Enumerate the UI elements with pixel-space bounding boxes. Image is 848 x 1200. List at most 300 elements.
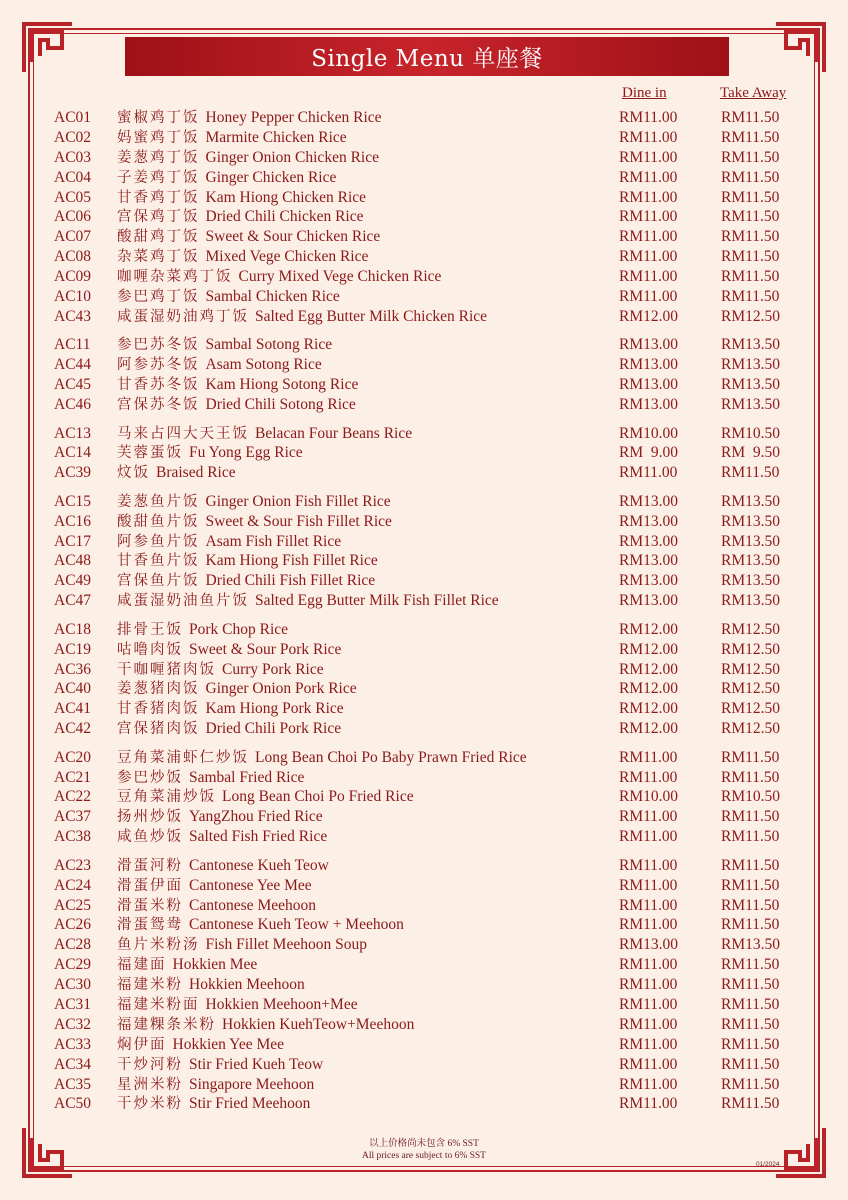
item-name	[117, 128, 347, 149]
item-name-zh: 芙蓉蛋饭	[117, 445, 183, 462]
item-code: AC37	[54, 808, 92, 826]
menu-item-row	[54, 532, 804, 552]
dine-in-price: RM12.00	[619, 620, 678, 638]
footer-note	[0, 1138, 848, 1162]
take-away-price: RM11.50	[721, 856, 780, 874]
item-name-zh: 干炒米粉	[117, 1096, 183, 1113]
item-code: AC21	[54, 768, 92, 786]
item-name-zh: 甘香鸡丁饭	[117, 189, 200, 206]
item-name-en: Honey Pepper Chicken Rice	[205, 109, 382, 126]
menu-item-row	[54, 443, 804, 463]
item-code: AC33	[54, 1035, 92, 1053]
dine-in-price: RM11.00	[619, 1095, 678, 1113]
item-code: AC08	[54, 248, 92, 266]
item-code: AC01	[54, 109, 92, 126]
item-code: AC39	[54, 464, 92, 482]
dine-in-price: RM11.00	[619, 995, 678, 1013]
item-name-en: Dried Chili Chicken Rice	[205, 208, 364, 226]
item-name	[117, 532, 341, 553]
item-name-en: Curry Pork Rice	[222, 660, 324, 678]
menu-item-row	[54, 679, 804, 699]
item-name	[117, 108, 382, 129]
menu-item-row	[54, 748, 804, 768]
dine-in-price: RM11.00	[619, 896, 678, 914]
item-name-zh: 酸甜鱼片饭	[117, 513, 200, 530]
dine-in-price: RM11.00	[619, 876, 678, 894]
item-name	[117, 463, 236, 484]
dine-in-price: RM11.00	[619, 248, 678, 266]
item-name-en: Sweet & Sour Chicken Rice	[205, 228, 381, 246]
item-name-zh: 排骨王饭	[117, 621, 183, 638]
item-name-zh: 咸蛋湿奶油鱼片饭	[117, 593, 249, 610]
item-name	[117, 719, 341, 740]
item-name-zh: 酸甜鸡丁饭	[117, 229, 200, 246]
item-code: AC13	[54, 424, 92, 442]
item-name-zh: 蜜椒鸡丁饭	[117, 110, 200, 126]
dine-in-price: RM11.00	[619, 768, 678, 786]
menu-item-row	[54, 591, 804, 611]
item-name-en: Dried Chili Sotong Rice	[205, 396, 356, 414]
item-name	[117, 1075, 314, 1096]
item-name	[117, 247, 368, 268]
take-away-price: RM13.50	[721, 572, 780, 590]
item-name-zh: 咖喱杂菜鸡丁饭	[117, 269, 233, 286]
dine-in-price: RM13.00	[619, 552, 678, 570]
dine-in-price: RM11.00	[619, 228, 678, 246]
dine-in-price: RM12.00	[619, 700, 678, 718]
take-away-price: RM12.50	[721, 680, 780, 698]
item-code: AC10	[54, 288, 92, 306]
item-name-zh: 福建粿条米粉	[117, 1016, 216, 1033]
item-name	[117, 1015, 414, 1036]
item-name	[117, 699, 344, 720]
item-name-zh: 咸鱼炒饭	[117, 829, 183, 846]
take-away-price: RM12.50	[721, 307, 780, 325]
dine-in-price: RM12.00	[619, 307, 678, 325]
item-name	[117, 443, 303, 464]
item-code: AC14	[54, 444, 92, 462]
item-name-en: Sambal Sotong Rice	[205, 336, 333, 354]
item-name	[117, 807, 323, 828]
item-code: AC06	[54, 208, 92, 226]
item-name-zh: 甘香苏冬饭	[117, 377, 200, 394]
item-name-en: Singapore Meehoon	[189, 1075, 315, 1093]
take-away-price: RM12.50	[721, 700, 780, 718]
item-name	[117, 551, 378, 572]
item-name-en: Pork Chop Rice	[189, 620, 289, 638]
item-name-en: Long Bean Choi Po Fried Rice	[222, 788, 414, 806]
dine-in-price: RM13.00	[619, 492, 678, 510]
item-name	[117, 571, 375, 592]
item-name	[117, 355, 322, 376]
menu-item-row	[54, 492, 804, 512]
take-away-price: RM11.50	[721, 1015, 780, 1033]
item-code: AC25	[54, 896, 92, 914]
item-name-en: Asam Fish Fillet Rice	[205, 532, 342, 550]
menu-group	[54, 856, 804, 1115]
item-code: AC03	[54, 148, 92, 166]
dine-in-price: RM13.00	[619, 592, 678, 610]
take-away-price: RM11.50	[721, 188, 780, 206]
item-name-zh: 马来占四大天王饭	[117, 425, 249, 442]
item-code: AC50	[54, 1095, 92, 1113]
item-name	[117, 679, 357, 700]
dine-in-price: RM11.00	[619, 1015, 678, 1033]
item-code: AC35	[54, 1075, 92, 1093]
menu-item-row	[54, 168, 804, 188]
item-code: AC42	[54, 720, 92, 738]
item-name-zh: 参巴苏冬饭	[117, 337, 200, 354]
item-name	[117, 591, 499, 612]
menu-item-row	[54, 1035, 804, 1055]
take-away-price: RM11.50	[721, 808, 780, 826]
item-name	[117, 935, 367, 956]
take-away-price: RM13.50	[721, 376, 780, 394]
item-code: AC44	[54, 356, 92, 374]
menu-item-row	[54, 719, 804, 739]
item-name-en: Sweet & Sour Pork Rice	[189, 640, 342, 658]
take-away-price: RM11.50	[721, 916, 780, 934]
dine-in-price: RM13.00	[619, 572, 678, 590]
menu-item-row	[54, 640, 804, 660]
menu-item-row	[54, 424, 804, 444]
take-away-price: RM13.50	[721, 592, 780, 610]
menu-item-row	[54, 827, 804, 847]
dine-in-price: RM11.00	[619, 168, 678, 186]
take-away-price: RM12.50	[721, 720, 780, 738]
item-name-en: Cantonese Meehoon	[189, 896, 316, 914]
item-code: AC43	[54, 307, 92, 325]
item-name-zh: 宫保鸡丁饭	[117, 209, 200, 226]
item-name-zh: 滑蛋鸳鸯	[117, 917, 183, 934]
corner-ornament-icon	[22, 22, 74, 74]
item-name-en: Sweet & Sour Fish Fillet Rice	[205, 512, 392, 530]
item-name-zh: 星洲米粉	[117, 1076, 183, 1093]
take-away-price: RM11.50	[721, 109, 780, 126]
menu-item-row	[54, 108, 804, 128]
item-code: AC38	[54, 828, 92, 846]
menu-item-row	[54, 551, 804, 571]
menu-item-row	[54, 227, 804, 247]
item-name-en: Salted Egg Butter Milk Fish Fillet Rice	[255, 592, 499, 610]
dine-in-price: RM11.00	[619, 128, 678, 146]
menu-item-row	[54, 463, 804, 483]
item-name	[117, 768, 304, 789]
item-name-en: Fu Yong Egg Rice	[189, 444, 303, 462]
item-name-en: Hokkien Mee	[172, 956, 258, 974]
item-name-zh: 杂菜鸡丁饭	[117, 249, 200, 266]
take-away-price: RM 9.50	[721, 444, 780, 462]
item-name-en: Hokkien Meehoon+Mee	[205, 995, 358, 1013]
menu-item-row	[54, 335, 804, 355]
item-code: AC36	[54, 660, 92, 678]
dine-in-price: RM11.00	[619, 288, 678, 306]
item-name-zh: 滑蛋河粉	[117, 857, 183, 874]
item-name-en: Dried Chili Fish Fillet Rice	[205, 572, 376, 590]
take-away-price: RM11.50	[721, 828, 780, 846]
dine-in-price: RM11.00	[619, 1075, 678, 1093]
item-name	[117, 188, 366, 209]
menu-item-row	[54, 148, 804, 168]
item-name-en: Marmite Chicken Rice	[205, 128, 347, 146]
menu-item-row	[54, 247, 804, 267]
dine-in-price: RM13.00	[619, 512, 678, 530]
item-code: AC34	[54, 1055, 92, 1073]
item-name-zh: 咸蛋湿奶油鸡丁饭	[117, 308, 249, 325]
take-away-price: RM12.50	[721, 660, 780, 678]
take-away-price: RM11.50	[721, 248, 780, 266]
menu-item-row	[54, 395, 804, 415]
take-away-price: RM11.50	[721, 464, 780, 482]
dine-in-price: RM13.00	[619, 396, 678, 414]
item-code: AC17	[54, 532, 92, 550]
item-name-zh: 鱼片米粉汤	[117, 937, 200, 954]
item-name-en: Stir Fried Meehoon	[189, 1095, 311, 1113]
item-name-zh: 宫保鱼片饭	[117, 573, 200, 590]
dine-in-price: RM12.00	[619, 680, 678, 698]
item-name	[117, 620, 288, 641]
item-name	[117, 995, 358, 1016]
item-code: AC47	[54, 592, 92, 610]
item-name-en: Salted Fish Fried Rice	[189, 828, 328, 846]
take-away-price: RM11.50	[721, 1095, 780, 1113]
item-code: AC15	[54, 492, 92, 510]
item-name-zh: 豆角菜浦炒饭	[117, 789, 216, 806]
item-name	[117, 267, 441, 288]
item-name	[117, 512, 392, 533]
item-name	[117, 424, 412, 445]
item-name-zh: 参巴鸡丁饭	[117, 289, 200, 306]
menu-list	[54, 108, 804, 1123]
item-name-en: Sambal Fried Rice	[189, 768, 305, 786]
item-name	[117, 335, 332, 356]
item-name-zh: 炆饭	[117, 465, 150, 482]
menu-item-row	[54, 1094, 804, 1114]
item-name-en: Kam Hiong Chicken Rice	[205, 188, 367, 206]
item-name-en: Hokkien Meehoon	[189, 976, 305, 994]
item-name	[117, 287, 340, 308]
menu-item-row	[54, 128, 804, 148]
dine-in-price: RM11.00	[619, 748, 678, 766]
item-name-en: Kam Hiong Fish Fillet Rice	[205, 552, 378, 570]
item-name-en: Hokkien KuehTeow+Meehoon	[222, 1015, 415, 1033]
item-name-zh: 姜葱猪肉饭	[117, 681, 200, 698]
menu-item-row	[54, 896, 804, 916]
take-away-price: RM11.50	[721, 128, 780, 146]
take-away-price: RM12.50	[721, 620, 780, 638]
item-name-en: Long Bean Choi Po Baby Prawn Fried Rice	[255, 748, 527, 766]
item-name	[117, 896, 316, 917]
item-name	[117, 876, 312, 897]
dine-in-price: RM13.00	[619, 376, 678, 394]
menu-item-row	[54, 876, 804, 896]
menu-item-row	[54, 787, 804, 807]
item-name-en: Cantonese Kueh Teow	[189, 856, 329, 874]
dine-in-price: RM11.00	[619, 828, 678, 846]
item-name-zh: 妈蜜鸡丁饭	[117, 129, 200, 146]
menu-item-row	[54, 768, 804, 788]
item-name-zh: 焖伊面	[117, 1036, 167, 1053]
item-name-zh: 甘香猪肉饭	[117, 701, 200, 718]
take-away-price: RM11.50	[721, 148, 780, 166]
take-away-price: RM11.50	[721, 896, 780, 914]
item-name-en: Mixed Vege Chicken Rice	[205, 248, 369, 266]
item-code: AC48	[54, 552, 92, 570]
take-away-price: RM13.50	[721, 336, 780, 354]
menu-title-banner	[125, 37, 729, 76]
dine-in-price: RM11.00	[619, 976, 678, 994]
menu-group	[54, 335, 804, 415]
footer-note-zh: 以上价格尚未包含 6% SST	[369, 1139, 479, 1149]
item-code: AC40	[54, 680, 92, 698]
dine-in-price: RM11.00	[619, 464, 678, 482]
item-name-zh: 干炒河粉	[117, 1056, 183, 1073]
item-code: AC05	[54, 188, 92, 206]
item-name	[117, 1035, 284, 1056]
item-name	[117, 168, 336, 189]
menu-item-row	[54, 995, 804, 1015]
item-name-zh: 扬州炒饭	[117, 809, 183, 826]
item-name-en: YangZhou Fried Rice	[189, 808, 323, 826]
menu-item-row	[54, 1075, 804, 1095]
item-name-zh: 阿参鱼片饭	[117, 533, 200, 550]
item-name-zh: 滑蛋米粉	[117, 897, 183, 914]
item-name-zh: 参巴炒饭	[117, 769, 183, 786]
take-away-price: RM11.50	[721, 995, 780, 1013]
dine-in-price: RM13.00	[619, 336, 678, 354]
item-code: AC19	[54, 640, 92, 658]
dine-in-price: RM11.00	[619, 1055, 678, 1073]
item-name-en: Ginger Onion Pork Rice	[205, 680, 357, 698]
menu-group	[54, 492, 804, 611]
dine-in-price: RM11.00	[619, 109, 678, 126]
take-away-price: RM12.50	[721, 640, 780, 658]
take-away-price: RM11.50	[721, 268, 780, 286]
dine-in-price: RM12.00	[619, 660, 678, 678]
dine-in-price: RM11.00	[619, 188, 678, 206]
menu-item-row	[54, 287, 804, 307]
take-away-price: RM13.50	[721, 936, 780, 954]
item-code: AC11	[54, 336, 91, 354]
item-name	[117, 660, 324, 681]
item-code: AC28	[54, 936, 92, 954]
menu-item-row	[54, 915, 804, 935]
corner-ornament-icon	[774, 22, 826, 74]
item-name-en: Dried Chili Pork Rice	[205, 720, 342, 738]
take-away-price: RM13.50	[721, 396, 780, 414]
item-name	[117, 492, 391, 513]
item-name-en: Ginger Onion Chicken Rice	[205, 148, 379, 166]
dine-in-price: RM11.00	[619, 856, 678, 874]
dine-in-price: RM12.00	[619, 640, 678, 658]
take-away-price: RM10.50	[721, 424, 780, 442]
take-away-price: RM11.50	[721, 768, 780, 786]
item-name-zh: 甘香鱼片饭	[117, 553, 200, 570]
item-name-en: Hokkien Yee Mee	[172, 1035, 284, 1053]
item-code: AC49	[54, 572, 92, 590]
take-away-price: RM11.50	[721, 1035, 780, 1053]
dine-in-price: RM11.00	[619, 808, 678, 826]
edition-date: 01/2024	[756, 1161, 780, 1168]
menu-item-row	[54, 620, 804, 640]
item-name	[117, 148, 379, 169]
dine-in-price: RM11.00	[619, 916, 678, 934]
dine-in-price: RM13.00	[619, 936, 678, 954]
dine-in-price: RM10.00	[619, 424, 678, 442]
take-away-price: RM13.50	[721, 552, 780, 570]
item-name-zh: 干咖喱猪肉饭	[117, 661, 216, 678]
item-name-en: Fish Fillet Meehoon Soup	[205, 936, 367, 954]
item-name-en: Salted Egg Butter Milk Chicken Rice	[255, 307, 488, 325]
item-code: AC07	[54, 228, 92, 246]
item-name-zh: 福建米粉	[117, 977, 183, 994]
item-name-en: Kam Hiong Sotong Rice	[205, 376, 359, 394]
dine-in-price: RM10.00	[619, 788, 678, 806]
item-code: AC02	[54, 128, 92, 146]
menu-group	[54, 108, 804, 327]
item-name	[117, 975, 305, 996]
item-name	[117, 856, 329, 877]
take-away-price: RM13.50	[721, 492, 780, 510]
item-name-en: Ginger Onion Fish Fillet Rice	[205, 492, 391, 510]
menu-item-row	[54, 207, 804, 227]
item-name	[117, 1094, 310, 1115]
item-name-en: Belacan Four Beans Rice	[255, 424, 413, 442]
item-name-zh: 福建面	[117, 957, 167, 974]
take-away-price: RM11.50	[721, 168, 780, 186]
item-name	[117, 827, 327, 848]
menu-item-row	[54, 512, 804, 532]
take-away-price: RM11.50	[721, 288, 780, 306]
menu-item-row	[54, 1055, 804, 1075]
item-name-zh: 姜葱鸡丁饭	[117, 149, 200, 166]
menu-item-row	[54, 188, 804, 208]
take-away-price: RM11.50	[721, 956, 780, 974]
item-code: AC45	[54, 376, 92, 394]
item-code: AC30	[54, 976, 92, 994]
menu-item-row	[54, 355, 804, 375]
menu-item-row	[54, 935, 804, 955]
take-away-price: RM11.50	[721, 748, 780, 766]
item-name-zh: 豆角菜浦虾仁炒饭	[117, 749, 249, 766]
item-code: AC32	[54, 1015, 92, 1033]
item-name-zh: 宫保苏冬饭	[117, 397, 200, 414]
menu-item-row	[54, 807, 804, 827]
item-name-en: Cantonese Yee Mee	[189, 876, 312, 894]
footer-note-en: All prices are subject to 6% SST	[361, 1151, 486, 1161]
dine-in-price: RM11.00	[619, 208, 678, 226]
menu-item-row	[54, 571, 804, 591]
item-name-zh: 滑蛋伊面	[117, 877, 183, 894]
take-away-header: Take Away	[720, 85, 787, 101]
take-away-price: RM11.50	[721, 876, 780, 894]
menu-item-row	[54, 955, 804, 975]
item-code: AC22	[54, 788, 92, 806]
menu-item-row	[54, 375, 804, 395]
item-name-zh: 福建米粉面	[117, 996, 200, 1013]
item-code: AC46	[54, 396, 92, 414]
item-name-zh: 宫保猪肉饭	[117, 721, 200, 738]
menu-group	[54, 424, 804, 484]
item-name	[117, 748, 527, 769]
dine-in-price: RM11.00	[619, 148, 678, 166]
dine-in-price: RM11.00	[619, 956, 678, 974]
take-away-price: RM11.50	[721, 208, 780, 226]
dine-in-price: RM12.00	[619, 720, 678, 738]
menu-item-row	[54, 307, 804, 327]
item-name-en: Sambal Chicken Rice	[205, 288, 340, 306]
item-code: AC24	[54, 876, 92, 894]
